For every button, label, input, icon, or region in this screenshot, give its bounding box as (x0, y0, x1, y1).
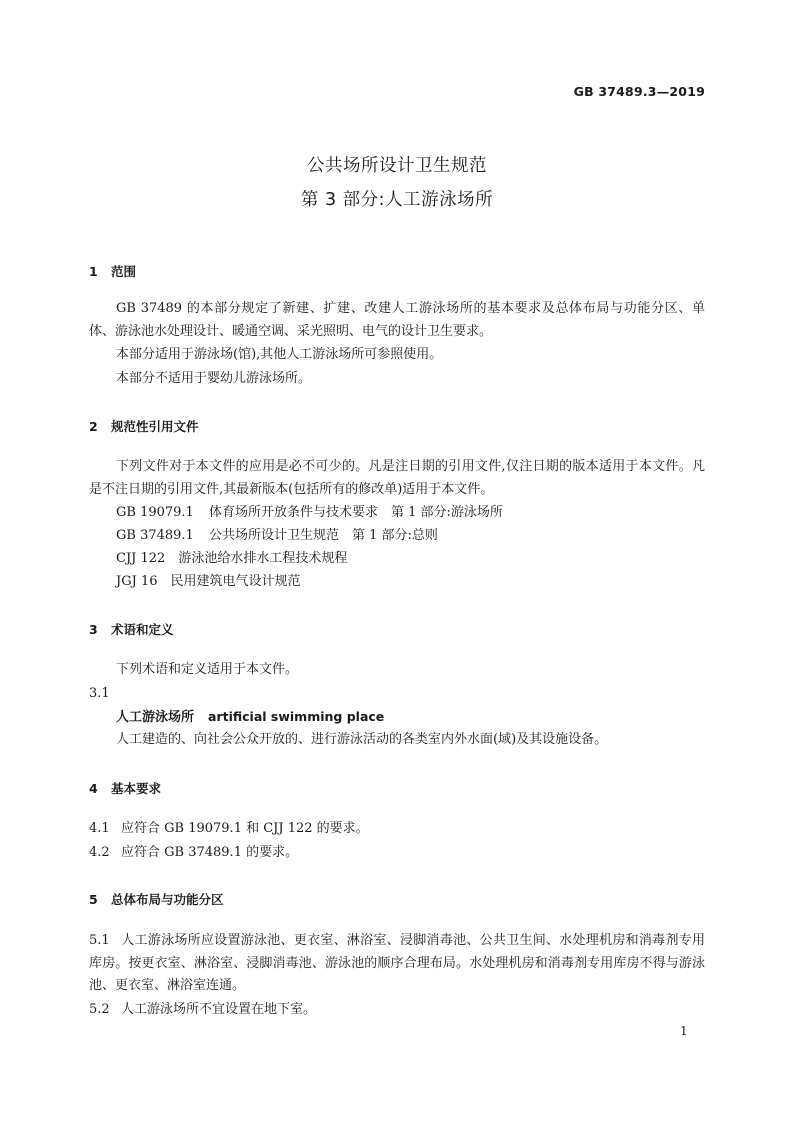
reference-code: JGJ 16 (116, 574, 158, 589)
paragraph-text: GB 37489 的本部分规定了新建、扩建、改建人工游泳场所的基本要求及总体布局与功能分区、单体、游泳池水处理设计、暖通空调、采光照明、电气的设计卫生要求。 (89, 301, 705, 339)
section-1-paragraph-3: 本部分不适用于婴幼儿游泳场所。 (116, 371, 312, 386)
reference-code: CJJ 122 (116, 551, 166, 566)
clause-number: 5.2 (89, 1002, 110, 1017)
term-chinese: 人工游泳场所 (116, 710, 195, 725)
reference-item (116, 502, 503, 525)
section-2-paragraph-1 (89, 456, 705, 501)
reference-title: 民用建筑电气设计规范 (170, 574, 301, 589)
clause-5-2 (89, 999, 316, 1022)
clause-4-1 (89, 818, 369, 841)
section-5-heading (89, 890, 224, 908)
clause-text: 人工游泳场所应设置游泳池、更衣室、淋浴室、浸脚消毒池、公共卫生间、水处理机房和消毒剂专用库房。按更衣室、淋浴室、浸脚消毒池、游泳池的顺序合理布局。水处理机房和消毒剂专用库房不得与游泳池、更衣室、淋浴室连通。 (89, 933, 705, 993)
section-1-paragraph-1 (89, 298, 705, 343)
section-number: 1 (89, 264, 98, 279)
reference-code: GB 19079.1 (116, 505, 194, 520)
document-title: 公共场所设计卫生规范 (307, 156, 487, 176)
section-2-heading (89, 417, 199, 435)
clause-number: 4.1 (89, 821, 110, 836)
page-number: 1 (680, 1024, 688, 1038)
section-1-heading (89, 262, 136, 280)
clause-number: 4.2 (89, 845, 110, 860)
standard-code: GB 37489.3—2019 (573, 84, 705, 99)
clause-4-2 (89, 842, 298, 865)
clause-text: 人工游泳场所不宜设置在地下室。 (121, 1002, 317, 1017)
reference-item (116, 571, 301, 594)
section-title: 规范性引用文件 (111, 419, 199, 434)
section-number: 3 (89, 622, 98, 637)
clause-text: 应符合 GB 19079.1 和 CJJ 122 的要求。 (121, 821, 369, 836)
section-title: 范围 (111, 264, 137, 279)
reference-code: GB 37489.1 (116, 528, 194, 543)
section-title: 术语和定义 (111, 622, 174, 637)
clause-number: 5.1 (89, 933, 110, 948)
document-subtitle: 第 3 部分:人工游泳场所 (300, 190, 494, 210)
section-4-heading (89, 779, 161, 797)
clause-3-1-number: 3.1 (89, 686, 110, 701)
term-english: artificial swimming place (208, 709, 385, 724)
section-3-paragraph-1: 下列术语和定义适用于本文件。 (116, 662, 299, 677)
section-number: 4 (89, 781, 98, 796)
paragraph-text: 下列文件对于本文件的应用是必不可少的。凡是注日期的引用文件,仅注日期的版本适用于本文件。凡是不注日期的引用文件,其最新版本(包括所有的修改单)适用于本文件。 (89, 459, 705, 497)
section-title: 基本要求 (111, 781, 162, 796)
section-1-paragraph-2: 本部分适用于游泳场(馆),其他人工游泳场所可参照使用。 (116, 347, 443, 362)
section-number: 2 (89, 419, 98, 434)
term-entry (116, 706, 384, 730)
clause-5-1 (89, 930, 705, 998)
section-title: 总体布局与功能分区 (111, 892, 224, 907)
reference-title: 公共场所设计卫生规范 第 1 部分:总则 (209, 528, 438, 543)
reference-item (116, 525, 438, 548)
reference-item (116, 548, 347, 571)
section-3-heading (89, 620, 174, 638)
section-number: 5 (89, 892, 98, 907)
reference-title: 游泳池给水排水工程技术规程 (178, 551, 348, 566)
reference-title: 体育场所开放条件与技术要求 第 1 部分:游泳场所 (209, 505, 503, 520)
clause-text: 应符合 GB 37489.1 的要求。 (121, 845, 299, 860)
term-definition: 人工建造的、向社会公众开放的、进行游泳活动的各类室内外水面(域)及其设施设备。 (116, 732, 608, 747)
